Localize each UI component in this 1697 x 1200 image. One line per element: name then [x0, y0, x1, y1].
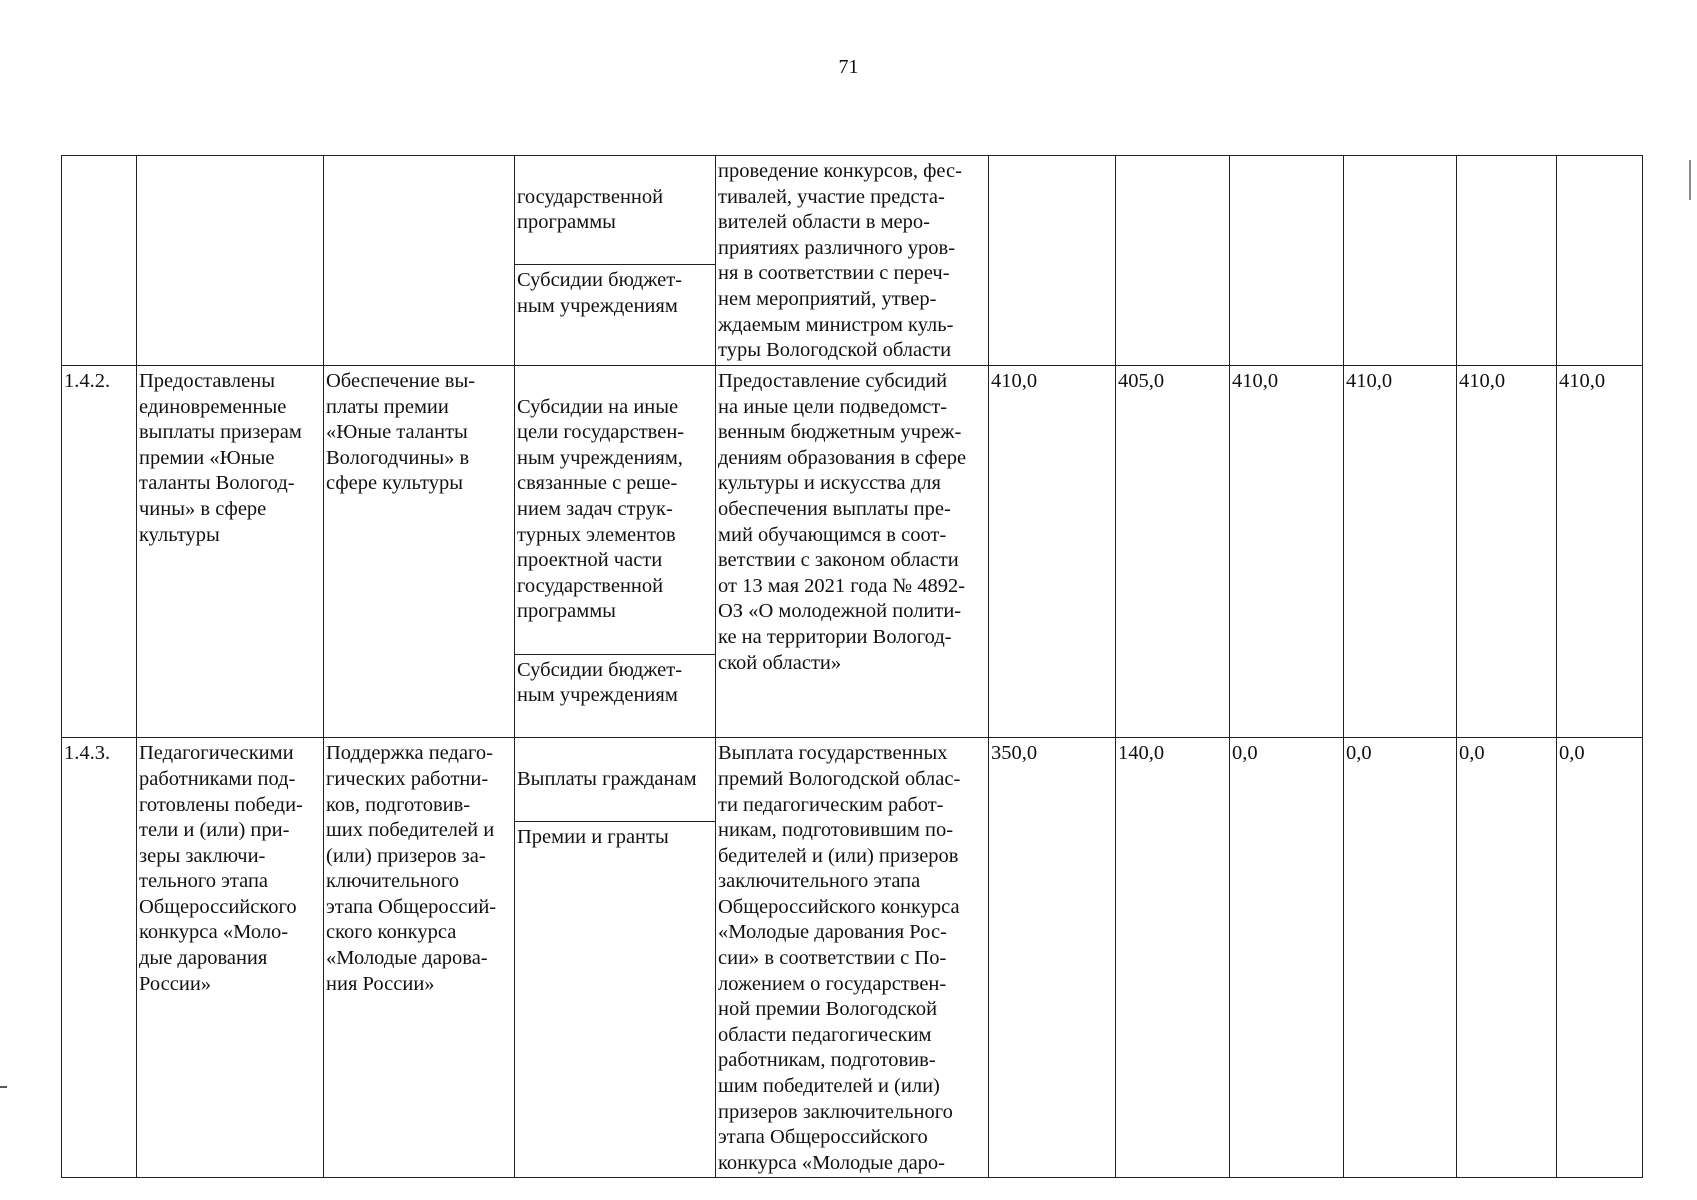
expense-type: государственной программы: [517, 185, 664, 234]
measure-cell: [324, 156, 515, 366]
measure-cell: Обеспечение вы- платы премии «Юные таланты Вологодчины» в сфере культуры: [324, 366, 515, 738]
expense-type: Премии и гранты: [515, 821, 715, 854]
expense-types-cell: [515, 366, 716, 738]
value-cell: 410,0: [1344, 366, 1457, 738]
row-number-cell: 1.4.2.: [62, 366, 137, 738]
expense-type: Субсидии бюджет- ным учреждениям: [515, 264, 715, 322]
value-cell: [1230, 156, 1344, 366]
value-cell: 140,0: [1116, 738, 1230, 1178]
scan-mark: [1689, 160, 1691, 200]
description-cell: Предоставление субсидий на иные цели подведомст- венным бюджетным учреж- дениям образования в сфере культуры и искусства для обеспечения выплаты пре- мий обучающимся в соот- ветствии с законом области от 13 мая 2021 года № 4892- ОЗ «О молодежной полити- ке на территории Вологод- ской области»: [716, 366, 989, 738]
scan-mark: [0, 1086, 7, 1088]
page-number: 71: [838, 56, 859, 78]
value-cell: 405,0: [1116, 366, 1230, 738]
value-cell: [1344, 156, 1457, 366]
value-cell: 410,0: [989, 366, 1116, 738]
row-number-cell: 1.4.3.: [62, 738, 137, 1178]
result-cell: [137, 156, 324, 366]
expense-type: Субсидии на иные цели государствен- ным учреждениям, связанные с реше- нием задач струк- турных элементов проектной части государственной программы: [517, 395, 685, 623]
value-cell: 410,0: [1230, 366, 1344, 738]
value-cell: [1557, 156, 1643, 366]
value-cell: 0,0: [1457, 738, 1557, 1178]
value-cell: 410,0: [1457, 366, 1557, 738]
result-cell: Педагогическими работниками под- готовлены победи- тели и (или) при- зеры заключи- тельного этапа Общероссийского конкурса «Моло- дые дарования России»: [137, 738, 324, 1178]
measure-cell: Поддержка педаго- гических работни- ков, подготовив- ших победителей и (или) призеров за- ключительного этапа Общероссий- ского конкурса «Молодые дарова- ния России»: [324, 738, 515, 1178]
expense-type: Субсидии бюджет- ным учреждениям: [515, 654, 715, 712]
table-row: [62, 738, 1643, 1178]
value-cell: [1116, 156, 1230, 366]
expense-type: Выплаты гражданам: [517, 767, 697, 790]
expense-types-cell: [515, 156, 716, 366]
description-cell: Выплата государственных премий Вологодской облас- ти педагогическим работ- никам, подготовившим по- бедителей и (или) призеров заключительного этапа Общероссийского конкурса «Молодые дарования Рос- сии» в соответствии с По- ложением о государствен- ной премии Вологодской области педагогическим работникам, подготовив- шим победителей и (или) призеров заключительного этапа Общероссийского конкурса «Молодые даро-: [716, 738, 989, 1178]
value-cell: 350,0: [989, 738, 1116, 1178]
table-row: [62, 156, 1643, 366]
row-number-cell: [62, 156, 137, 366]
value-cell: 0,0: [1557, 738, 1643, 1178]
value-cell: 0,0: [1344, 738, 1457, 1178]
value-cell: 0,0: [1230, 738, 1344, 1178]
value-cell: [1457, 156, 1557, 366]
description-cell: проведение конкурсов, фес- тивалей, участие предста- вителей области в меро- приятиях различного уров- ня в соответствии с переч- нем мероприятий, утвер- ждаемым министром куль- туры Вологодской области: [716, 156, 989, 366]
value-cell: [989, 156, 1116, 366]
result-cell: Предоставлены единовременные выплаты призерам премии «Юные таланты Вологод- чины» в сфере культуры: [137, 366, 324, 738]
value-cell: 410,0: [1557, 366, 1643, 738]
table-row: [62, 366, 1643, 738]
program-table: [61, 155, 1643, 1178]
expense-types-cell: [515, 738, 716, 1178]
